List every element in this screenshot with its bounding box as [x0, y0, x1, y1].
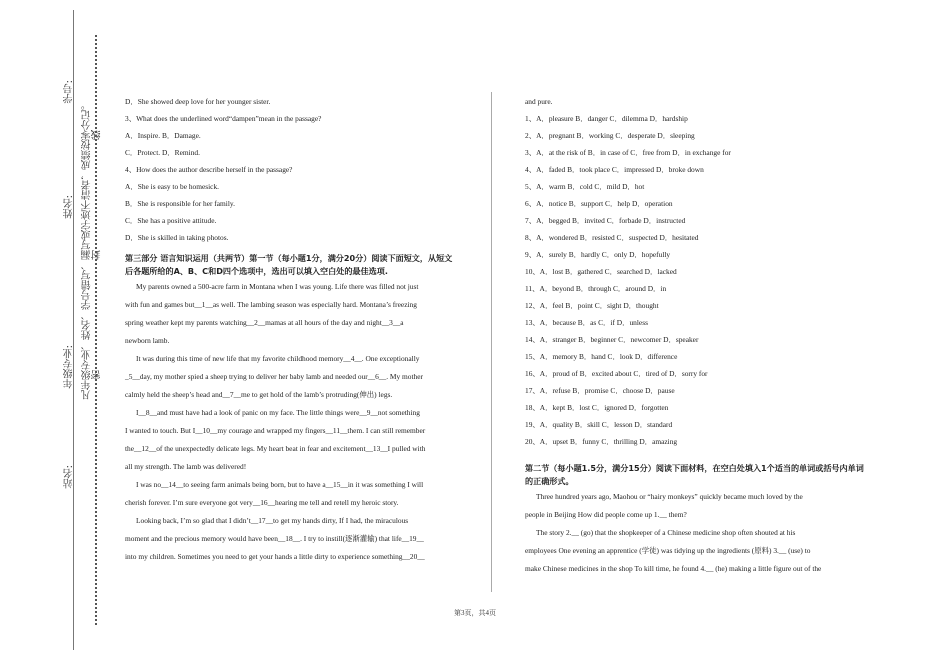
seal-mark-line: 线 [92, 130, 103, 140]
grade-major-label: 年级专业: [64, 345, 75, 389]
passage-line: newborn lamb. [125, 336, 170, 345]
option-line: 12、A．feel B．point C．sight D．thought [525, 301, 659, 310]
right-column [525, 93, 865, 578]
question-line: 4、How does the author describe herself in the passage? [125, 165, 293, 174]
question-line: 3、What does the underlined word“dampen”mean in the passage? [125, 114, 322, 123]
question-line: A．She is easy to be homesick. [125, 182, 220, 191]
student-id-label: 学号: [64, 80, 75, 104]
option-line: 15、A．memory B．hand C．look D．difference [525, 352, 678, 361]
passage-line: cherish forever. I’m sure everyone got very__16__hearing me tell and retell my heroic story. [125, 498, 399, 507]
option-line: 7、A．begged B．invited C．forbade D．instructed [525, 216, 686, 225]
passage-line: with fun and games but__1__as well. The lambing season was especially hard. Montana’s freezing [125, 300, 417, 309]
passage-line: I__8__and must have had a look of panic on my face. The little things were__9__not something [136, 408, 420, 417]
grading-notice: 凡年级专业、姓名、学号错写、漏写或字迹不清者，成绩按零分记。 [82, 100, 93, 400]
question-line: C．She has a positive attitude. [125, 216, 217, 225]
question-line: B．She is responsible for her family. [125, 199, 235, 208]
option-line: 10、A．lost B．gathered C．searched D．lacked [525, 267, 677, 276]
option-line: 11、A．beyond B．through C．around D．in [525, 284, 667, 293]
option-line: 19、A．quality B．skill C．lesson D．standard [525, 420, 673, 429]
passage-line: make Chinese medicines in the shop To kill time, he found 4.__ (he) making a little figure out of the [525, 564, 822, 573]
option-line: 17、A．refuse B．promise C．choose D．pause [525, 386, 675, 395]
section3-heading: 第三部分 语言知识运用（共两节）第一节（每小题1分，满分20分）阅读下面短文，从短文后各题所给的A、B、C和D四个选项中，选出可以填入空白处的最佳选项. [125, 253, 453, 276]
page-footer: 第3页，共4页 [454, 609, 496, 617]
passage-continuation: and pure. [525, 97, 553, 106]
seal-mark-seal: 封 [92, 250, 103, 260]
option-line: 6、A．notice B．support C．help D．operation [525, 199, 673, 208]
passage-line: moment and the precious memory would have been__18__. I try to instill(逐渐灌输) that life__19__ [125, 534, 424, 543]
option-line: 2、A．pregnant B．working C．desperate D．sleeping [525, 131, 695, 140]
option-line: 20、A．upset B．funny C．thrilling D．amazing [525, 437, 678, 446]
option-line: 16、A．proud of B．excited about C．tired of D．sorry for [525, 369, 708, 378]
cut-line [95, 35, 97, 625]
question-line: D．She is skilled in taking photos. [125, 233, 229, 242]
question-line: A．Inspire. B．Damage. [125, 131, 201, 140]
option-line: 1、A．pleasure B．danger C．dilemma D．hardship [525, 114, 688, 123]
option-line: 14、A．stranger B．beginner C．newcomer D．speaker [525, 335, 699, 344]
passage-line: into my children. Sometimes you need to get your hands a little dirty to experience something__20__ [125, 552, 425, 561]
option-line: 3、A．at the risk of B．in case of C．free from D．in exchange for [525, 148, 731, 157]
passage-line: _5__day, my mother spied a sheep trying to deliver her baby lamb and needed our__6__. My mother [125, 372, 423, 381]
seal-mark-secret: 密 [92, 370, 103, 380]
passage-line: calmly held the sheep’s head and__7__me to get hold of the lamb’s protruding(伸出) legs. [125, 390, 393, 399]
option-line: 9、A．surely B．hardly C．only D．hopefully [525, 250, 671, 259]
margin-rule [73, 10, 74, 650]
passage-line: It was during this time of new life that my favorite childhood memory__4__. One exceptionally [136, 354, 420, 363]
question-line: C．Protect. D．Remind. [125, 148, 200, 157]
passage-line: spring weather kept my parents watching__2__mamas at all hours of the day and night__3__a [125, 318, 404, 327]
option-line: 4、A．faded B．took place C．impressed D．broke down [525, 165, 704, 174]
left-column [125, 93, 460, 566]
passage-line: people in Beijing How did people come up 1.__ them? [525, 510, 687, 519]
passage-line: I wanted to touch. But I__10__my courage and wrapped my fingers__11__them. I can still remember [125, 426, 426, 435]
station-label: 站名: [64, 465, 75, 489]
option-line: 13、A．because B．as C．if D．unless [525, 318, 648, 327]
passage-line: Looking back, I’m so glad that I didn’t__17__to get my hands dirty, If I had, the miraculous [136, 516, 409, 525]
passage-line: My parents owned a 500-acre farm in Montana when I was young. Life there was filled not just [136, 282, 419, 291]
passage-line: The story 2.__ (go) that the shopkeeper of a Chinese medicine shop often shouted at his [536, 528, 796, 537]
passage-line: Three hundred years ago, Maohou or “hairy monkeys” quickly became much loved by the [536, 492, 803, 501]
passage-line: the__12__of the unexpectedly delicate legs. My heart beat in fear and excitement__13__I pulled with [125, 444, 426, 453]
binding-margin [0, 0, 110, 672]
passage-line: employees One evening an apprentice (学徒) was tidying up the ingredients (原料) 3.__ (use) to [525, 546, 811, 555]
section2-heading: 第二节（每小题1.5分，满分15分）阅读下面材料，在空白处填入1个适当的单词或括号内单词的正确形式。 [525, 463, 864, 486]
name-label: 姓名: [64, 195, 75, 219]
question-line: D．She showed deep love for her younger sister. [125, 97, 271, 106]
column-divider [491, 92, 492, 592]
passage-line: all my strength. The lamb was delivered! [125, 462, 247, 471]
passage-line: I was no__14__to seeing farm animals being born, but to have a__15__in it was something I will [136, 480, 424, 489]
option-line: 5、A．warm B．cold C．mild D．hot [525, 182, 645, 191]
option-line: 8、A．wondered B．resisted C．suspected D．hesitated [525, 233, 699, 242]
option-line: 18、A．kept B．lost C．ignored D．forgotten [525, 403, 669, 412]
